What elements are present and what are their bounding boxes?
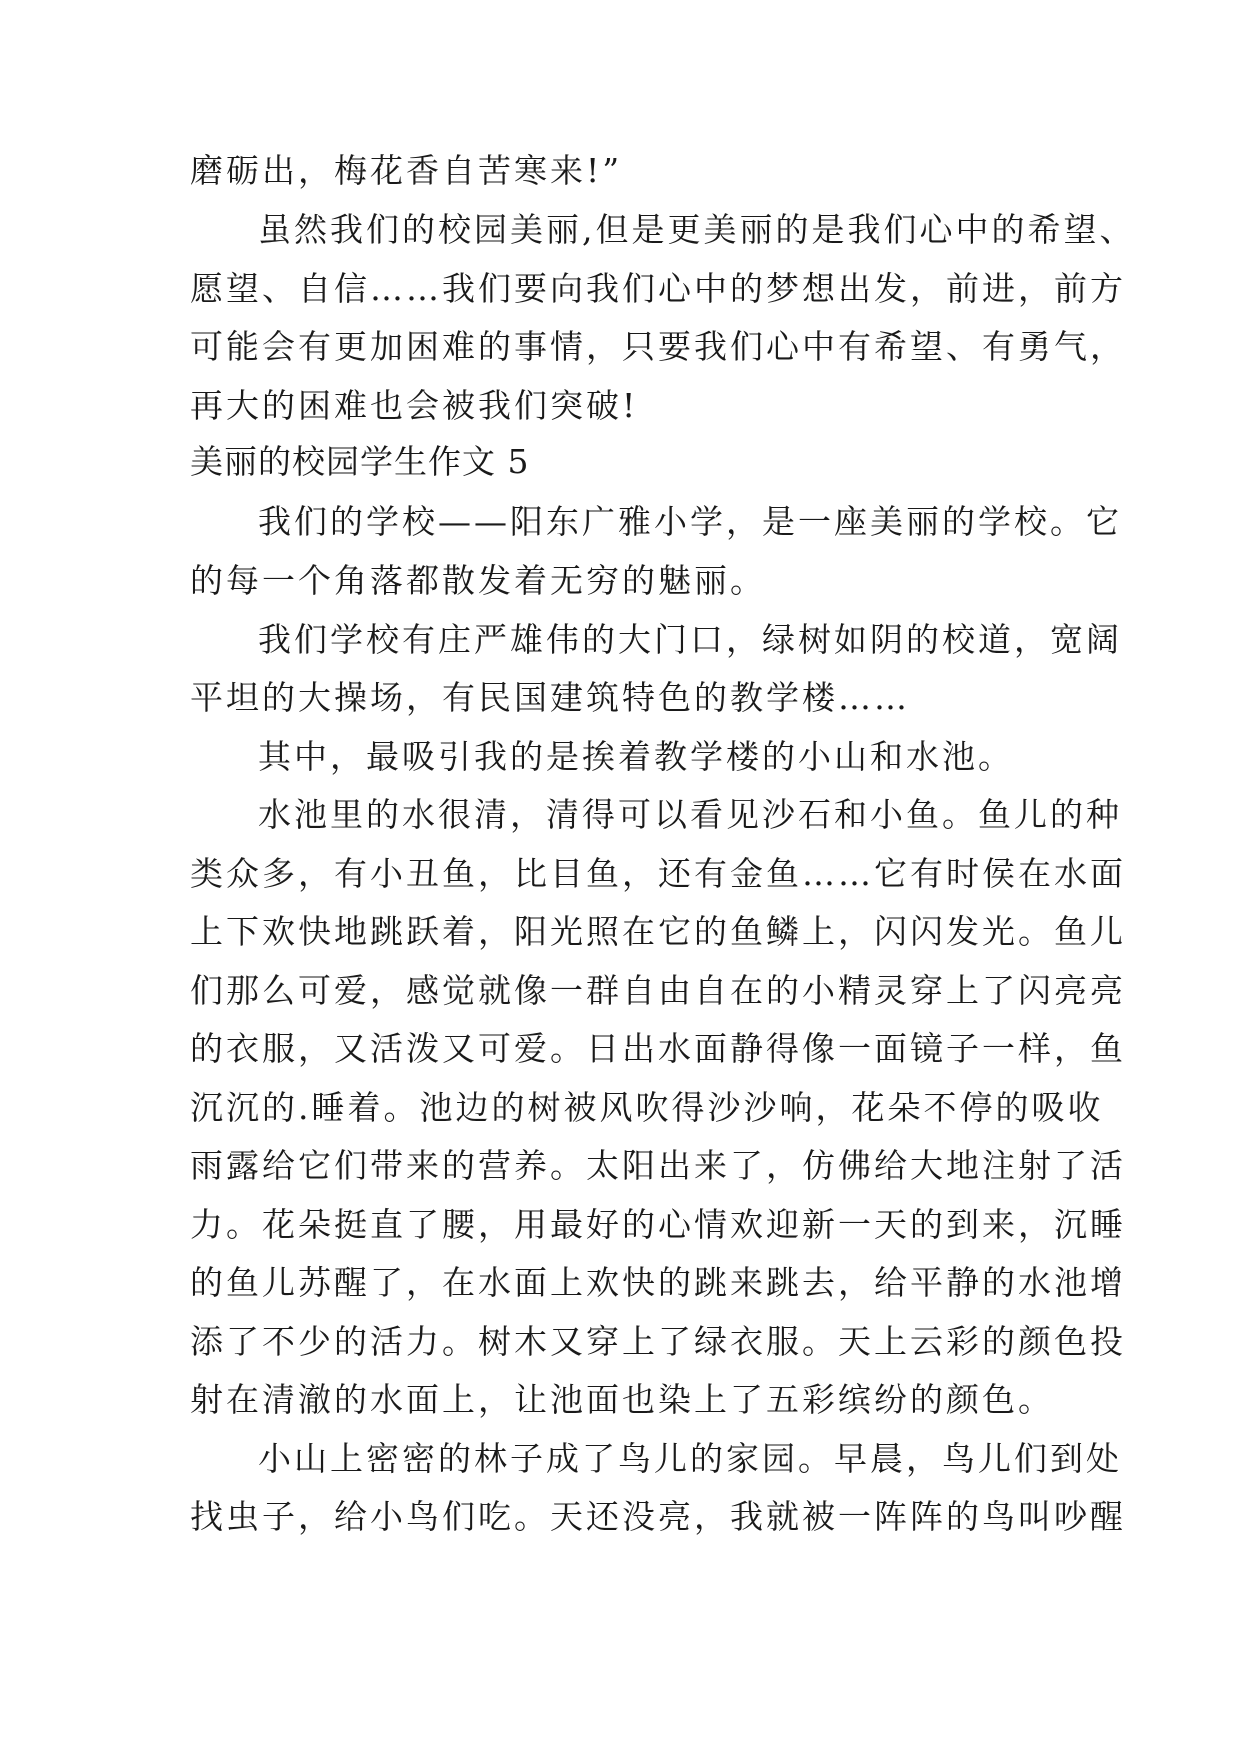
text-line: 我们的学校——阳东广雅小学，是一座美丽的学校。它 bbox=[258, 502, 1122, 541]
text-line: 虽然我们的校园美丽,但是更美丽的是我们心中的希望、 bbox=[258, 210, 1136, 249]
text-line: 的鱼儿苏醒了，在水面上欢快的跳来跳去，给平静的水池增 bbox=[190, 1263, 1126, 1302]
text-line: 水池里的水很清，清得可以看见沙石和小鱼。鱼儿的种 bbox=[258, 795, 1122, 834]
text-line: 愿望、自信……我们要向我们心中的梦想出发，前进，前方 bbox=[190, 269, 1126, 308]
text-line: 再大的困难也会被我们突破! bbox=[190, 386, 639, 425]
text-line: 其中，最吸引我的是挨着教学楼的小山和水池。 bbox=[258, 737, 1014, 776]
text-line: 力。花朵挺直了腰，用最好的心情欢迎新一天的到来，沉睡 bbox=[190, 1205, 1126, 1244]
text-line: 可能会有更加困难的事情，只要我们心中有希望、有勇气， bbox=[190, 327, 1126, 366]
text-line: 雨露给它们带来的营养。太阳出来了，仿佛给大地注射了活 bbox=[190, 1146, 1126, 1185]
text-line: 的每一个角落都散发着无穷的魅丽。 bbox=[190, 561, 766, 600]
text-line: 的衣服，又活泼又可爱。日出水面静得像一面镜子一样，鱼 bbox=[190, 1029, 1126, 1068]
text-line: 我们学校有庄严雄伟的大门口，绿树如阴的校道，宽阔 bbox=[258, 620, 1122, 659]
text-line: 找虫子，给小鸟们吃。天还没亮，我就被一阵阵的鸟叫吵醒 bbox=[190, 1497, 1126, 1536]
text-line: 沉沉的.睡着。池边的树被风吹得沙沙响，花朵不停的吸收 bbox=[190, 1088, 1104, 1127]
text-line: 们那么可爱，感觉就像一群自由自在的小精灵穿上了闪亮亮 bbox=[190, 971, 1126, 1010]
text-line: 添了不少的活力。树木又穿上了绿衣服。天上云彩的颜色投 bbox=[190, 1322, 1126, 1361]
text-line: 上下欢快地跳跃着，阳光照在它的鱼鳞上，闪闪发光。鱼儿 bbox=[190, 912, 1126, 951]
text-line: 平坦的大操场，有民国建筑特色的教学楼…… bbox=[190, 678, 910, 717]
text-line: 磨砺出，梅花香自苦寒来!” bbox=[190, 151, 623, 190]
text-line: 射在清澈的水面上，让池面也染上了五彩缤纷的颜色。 bbox=[190, 1380, 1054, 1419]
section-heading: 美丽的校园学生作文 5 bbox=[190, 442, 530, 481]
text-line: 小山上密密的林子成了鸟儿的家园。早晨，鸟儿们到处 bbox=[258, 1439, 1122, 1478]
text-line: 类众多，有小丑鱼，比目鱼，还有金鱼……它有时侯在水面 bbox=[190, 854, 1126, 893]
